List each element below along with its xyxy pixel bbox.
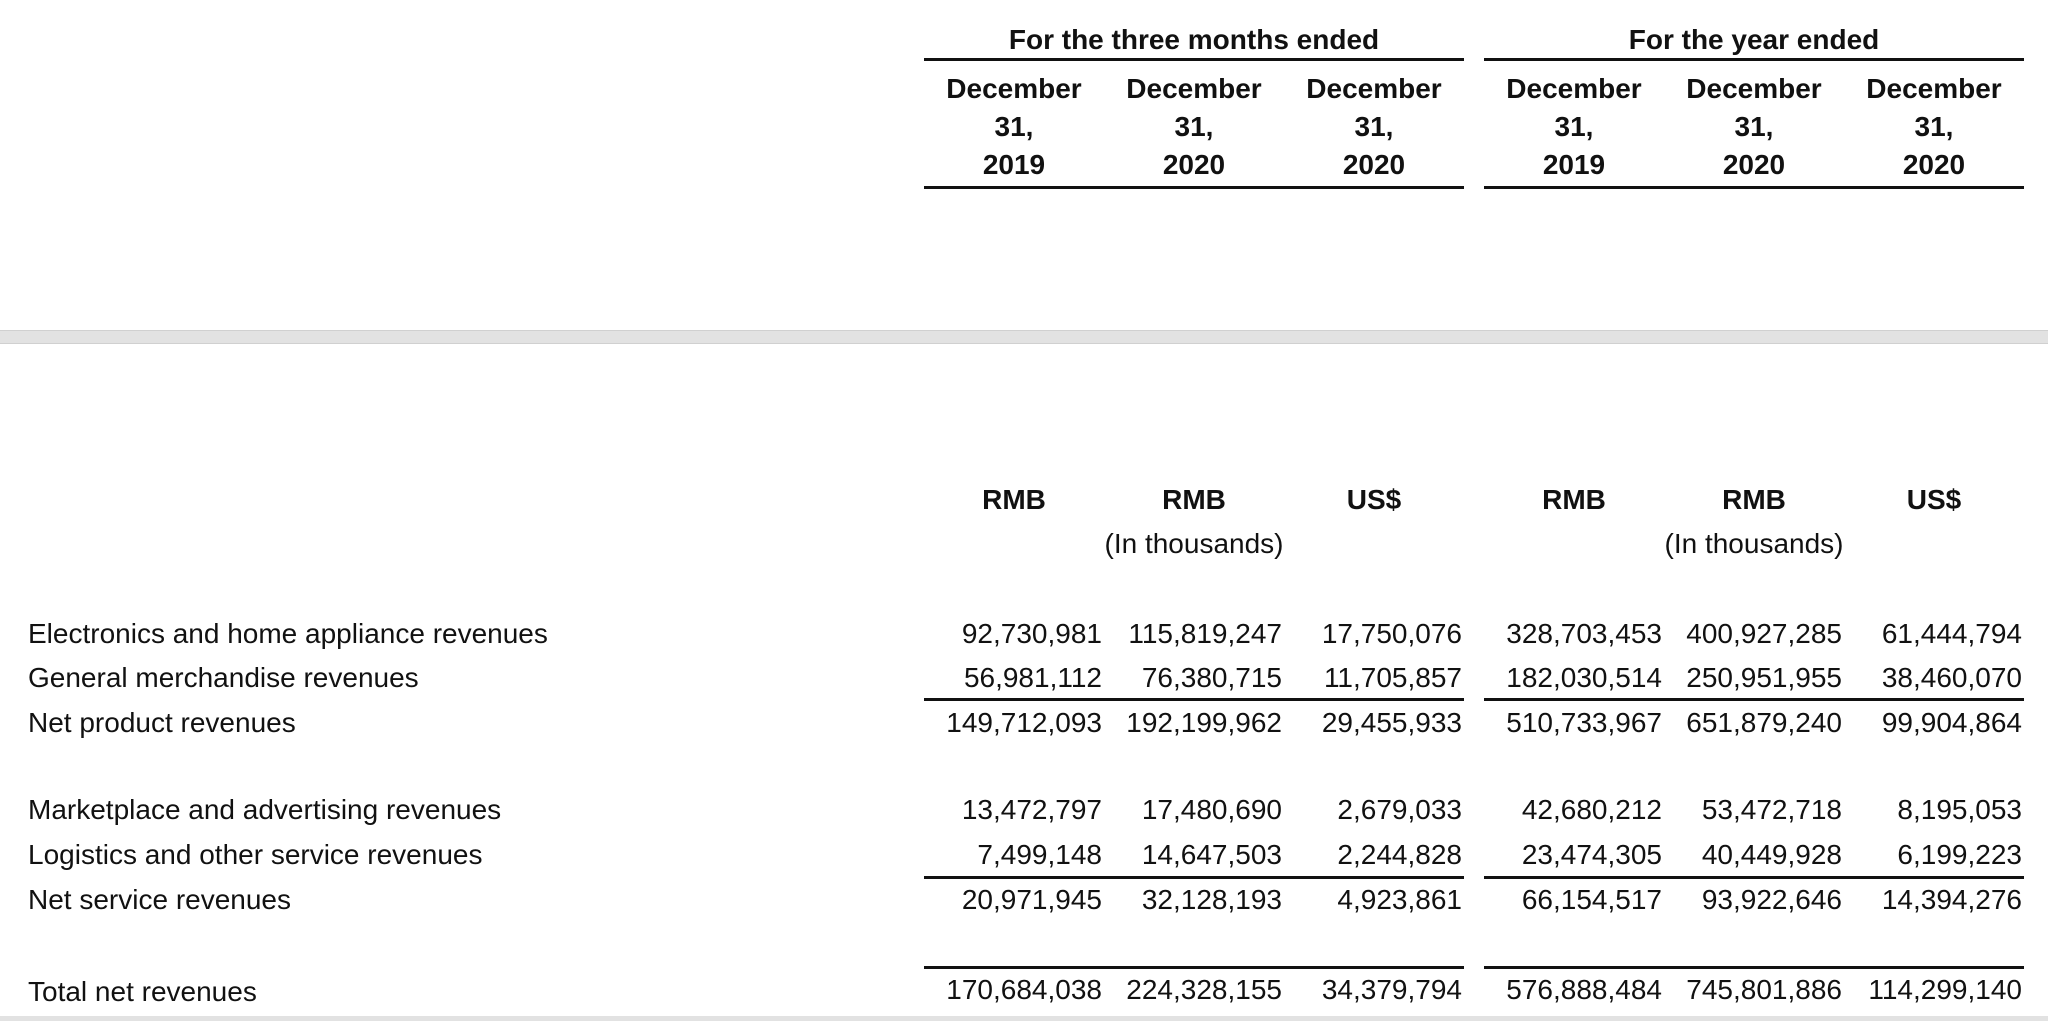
subtotal-rule	[924, 698, 1464, 701]
date-day: 31,	[1174, 111, 1214, 142]
cell: 328,703,453	[1506, 618, 1662, 649]
cell: 510,733,967	[1506, 707, 1662, 738]
date-header-col-6	[1844, 70, 2024, 189]
cell-total: 576,888,484	[1506, 974, 1662, 1005]
cell: 2,244,828	[1337, 839, 1462, 870]
total-rule	[1484, 966, 2024, 969]
cell: 11,705,857	[1323, 662, 1462, 693]
cell: 115,819,247	[1128, 618, 1282, 649]
cell: 42,680,212	[1521, 794, 1662, 825]
row-label: Marketplace and advertising revenues	[28, 794, 502, 825]
cell: 400,927,285	[1686, 618, 1842, 649]
cell: 53,472,718	[1701, 794, 1842, 825]
cell: 13,472,797	[961, 794, 1102, 825]
cell: 7,499,148	[977, 839, 1102, 870]
date-header-col-4	[1484, 70, 1664, 189]
cell-total: 34,379,794	[1321, 974, 1462, 1005]
date-month: December	[1306, 73, 1442, 104]
date-year: 2019	[982, 149, 1046, 180]
date-month: December	[1686, 73, 1822, 104]
row-label: Net service revenues	[28, 884, 292, 915]
cell: 76,380,715	[1141, 662, 1282, 693]
cell: 40,449,928	[1701, 839, 1842, 870]
row-label-total: Total net revenues	[28, 976, 257, 1007]
date-header-col-1	[924, 70, 1104, 189]
cell: 23,474,305	[1521, 839, 1662, 870]
total-rule	[924, 966, 1464, 969]
cell: 192,199,962	[1126, 707, 1282, 738]
currency-col-2: RMB	[1162, 484, 1226, 515]
date-day: 31,	[1354, 111, 1394, 142]
cell: 149,712,093	[946, 707, 1102, 738]
cell: 2,679,033	[1337, 794, 1462, 825]
cell: 182,030,514	[1506, 662, 1662, 693]
date-month: December	[946, 73, 1082, 104]
page-bottom-edge	[0, 1016, 2048, 1021]
cell: 17,750,076	[1321, 618, 1462, 649]
cell: 651,879,240	[1686, 707, 1842, 738]
cell: 250,951,955	[1686, 662, 1842, 693]
subtotal-rule	[924, 876, 1464, 879]
date-year: 2020	[1162, 149, 1226, 180]
row-label: General merchandise revenues	[28, 662, 419, 693]
date-month: December	[1866, 73, 2002, 104]
row-label: Logistics and other service revenues	[28, 839, 483, 870]
date-header-col-2	[1104, 70, 1284, 189]
row-label: Net product revenues	[28, 707, 296, 738]
date-day: 31,	[1554, 111, 1594, 142]
cell: 6,199,223	[1897, 839, 2022, 870]
date-header-col-3	[1284, 70, 1464, 189]
date-month: December	[1126, 73, 1262, 104]
cell: 29,455,933	[1321, 707, 1462, 738]
cell: 93,922,646	[1701, 884, 1842, 915]
subtotal-rule	[1484, 698, 2024, 701]
currency-col-1: RMB	[982, 484, 1046, 515]
cell: 14,394,276	[1881, 884, 2022, 915]
subtotal-rule	[1484, 876, 2024, 879]
date-month: December	[1506, 73, 1642, 104]
currency-col-6: US$	[1906, 484, 1962, 515]
date-year: 2020	[1722, 149, 1786, 180]
row-label: Electronics and home appliance revenues	[28, 618, 548, 649]
cell-total: 114,299,140	[1868, 974, 2022, 1005]
currency-col-3: US$	[1346, 484, 1402, 515]
cell: 14,647,503	[1141, 839, 1282, 870]
units-label-group-2: (In thousands)	[1664, 528, 1844, 559]
units-label-group-1: (In thousands)	[1104, 528, 1284, 559]
cell: 4,923,861	[1337, 884, 1462, 915]
cell-total: 170,684,038	[946, 974, 1102, 1005]
date-header-col-5	[1664, 70, 1844, 189]
cell: 8,195,053	[1897, 794, 2022, 825]
date-day: 31,	[994, 111, 1034, 142]
date-year: 2019	[1542, 149, 1606, 180]
cell: 20,971,945	[961, 884, 1102, 915]
date-day: 31,	[1734, 111, 1774, 142]
cell: 66,154,517	[1521, 884, 1662, 915]
date-year: 2020	[1342, 149, 1406, 180]
cell-total: 745,801,886	[1686, 974, 1842, 1005]
group-header-year: For the year ended	[1484, 24, 2024, 61]
cell: 92,730,981	[961, 618, 1102, 649]
date-day: 31,	[1914, 111, 1954, 142]
cell: 99,904,864	[1881, 707, 2022, 738]
cell-total: 224,328,155	[1126, 974, 1282, 1005]
cell: 17,480,690	[1141, 794, 1282, 825]
date-year: 2020	[1902, 149, 1966, 180]
currency-col-5: RMB	[1722, 484, 1786, 515]
cell: 38,460,070	[1881, 662, 2022, 693]
page-break-divider	[0, 330, 2048, 344]
currency-col-4: RMB	[1542, 484, 1606, 515]
cell: 32,128,193	[1141, 884, 1282, 915]
group-header-three-months: For the three months ended	[924, 24, 1464, 61]
cell: 56,981,112	[963, 662, 1102, 693]
cell: 61,444,794	[1881, 618, 2022, 649]
